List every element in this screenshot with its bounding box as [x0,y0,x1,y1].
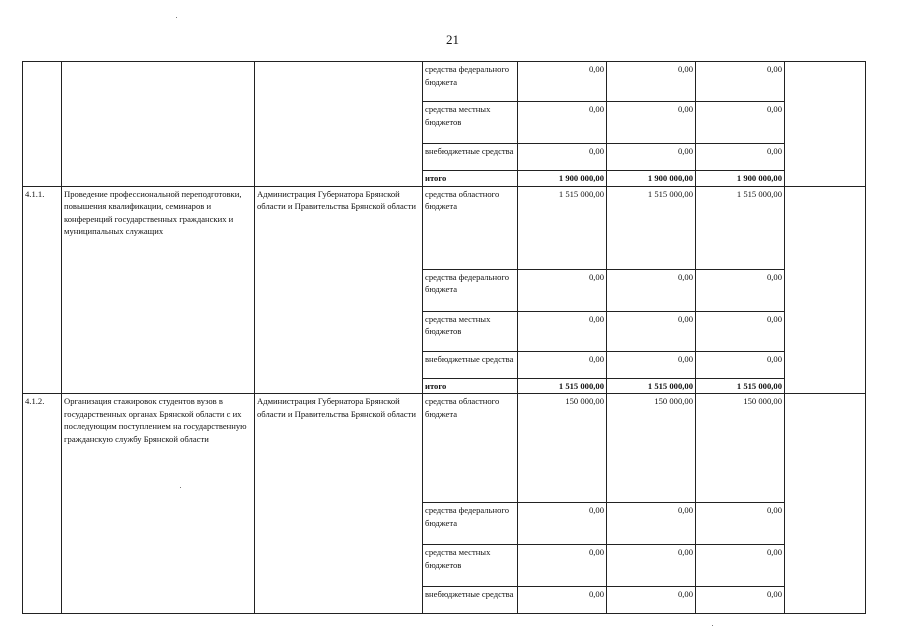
source-cell: средства местных бюджетов [423,102,518,144]
source-cell: средства федерального бюджета [423,269,518,311]
total-amount: 1 515 000,00 [518,378,607,394]
total-amount: 1 900 000,00 [607,171,696,187]
amount-cell: 0,00 [696,351,785,378]
source-cell: внебюджетные средства [423,351,518,378]
amount-cell: 0,00 [696,311,785,351]
amount-cell: 0,00 [518,144,607,171]
item-name: Проведение профессиональной переподготовки, повышения квалификации, семинаров и конференций государственных гражданских и муниципальных служащих [62,186,255,394]
item-executor: Администрация Губернатора Брянской области и Правительства Брянской области [255,186,423,394]
amount-cell: 0,00 [696,587,785,614]
total-amount: 1 515 000,00 [607,378,696,394]
amount-cell: 150 000,00 [696,394,785,503]
amount-cell: 0,00 [518,62,607,102]
amount-cell: 0,00 [607,269,696,311]
amount-cell: 0,00 [696,62,785,102]
amount-cell: 0,00 [696,144,785,171]
item-executor: Администрация Губернатора Брянской области и Правительства Брянской области [255,394,423,614]
amount-cell: 0,00 [607,351,696,378]
scan-speck [712,625,713,626]
scan-speck [176,17,177,18]
table-row [23,186,866,269]
source-cell: внебюджетные средства [423,144,518,171]
source-cell: средства федерального бюджета [423,62,518,102]
amount-cell: 1 515 000,00 [518,186,607,269]
amount-cell: 0,00 [607,587,696,614]
amount-cell: 1 515 000,00 [607,186,696,269]
amount-cell: 0,00 [696,269,785,311]
amount-cell: 0,00 [518,269,607,311]
amount-cell: 0,00 [607,503,696,545]
code-cell [23,62,62,187]
amount-cell: 0,00 [518,587,607,614]
source-cell: средства местных бюджетов [423,311,518,351]
note-cell [785,186,866,394]
total-amount: 1 515 000,00 [696,378,785,394]
amount-cell: 0,00 [518,351,607,378]
amount-cell: 0,00 [607,545,696,587]
amount-cell: 0,00 [607,311,696,351]
amount-cell: 0,00 [607,102,696,144]
item-code: 4.1.1. [23,186,62,394]
page-number: 21 [446,32,459,47]
item-name: Организация стажировок студентов вузов в государственных органах Брянской области с их последующим поступлением на государственную гражданскую службу Брянской области [62,394,255,614]
amount-cell: 0,00 [696,503,785,545]
budget-table [22,61,866,614]
amount-cell: 0,00 [696,545,785,587]
table-row [23,394,866,503]
item-code: 4.1.2. [23,394,62,614]
source-cell: средства местных бюджетов [423,545,518,587]
note-cell [785,62,866,187]
amount-cell: 1 515 000,00 [696,186,785,269]
total-label: итого [423,378,518,394]
amount-cell: 0,00 [518,545,607,587]
amount-cell: 0,00 [518,311,607,351]
amount-cell: 0,00 [518,102,607,144]
total-label: итого [423,171,518,187]
amount-cell: 150 000,00 [518,394,607,503]
note-cell [785,394,866,614]
table-row [23,62,866,102]
amount-cell: 0,00 [518,503,607,545]
source-cell: средства областного бюджета [423,186,518,269]
amount-cell: 0,00 [607,62,696,102]
amount-cell: 150 000,00 [607,394,696,503]
source-cell: средства федерального бюджета [423,503,518,545]
executor-cell [255,62,423,187]
name-cell [62,62,255,187]
amount-cell: 0,00 [696,102,785,144]
source-cell: средства областного бюджета [423,394,518,503]
source-cell: внебюджетные средства [423,587,518,614]
total-amount: 1 900 000,00 [696,171,785,187]
total-amount: 1 900 000,00 [518,171,607,187]
amount-cell: 0,00 [607,144,696,171]
